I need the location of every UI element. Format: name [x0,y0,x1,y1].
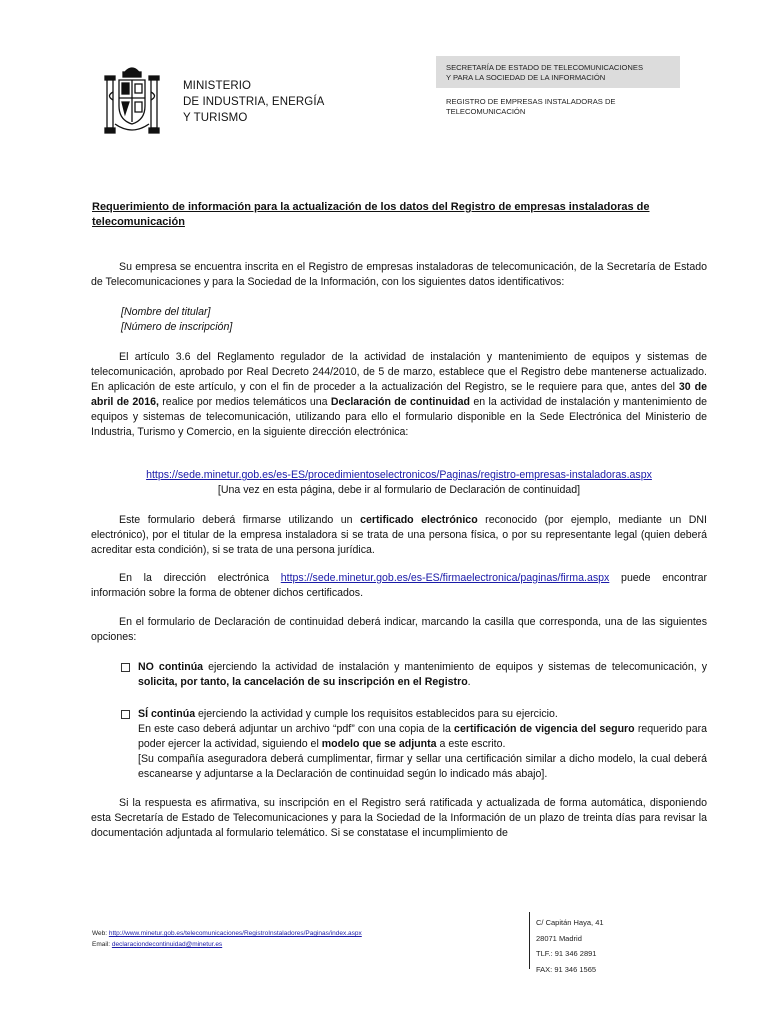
certificate-paragraph: Este formulario deberá firmarse utilizando un certificado electrónico reconocido (por ejemplo, mediante un DNI electrónico), por el titular de la empresa instaladora si se trata de una persona física, o por su representante legal (quien deberá acreditar esta condición), si se trata de una persona jurídica. [91,514,707,556]
affirmative-response-paragraph: Si la respuesta es afirmativa, su inscripción en el Registro será ratificada y actualizada de forma automática, disponiendo esta Secretaría de Estado de Telecomunicaciones y para la Sociedad de la Información de un plazo de treinta días para revisar la documentación adjuntada al formulario telemático. Si se constatase el incumplimiento de [91,797,707,839]
option-no-checkbox [121,663,130,672]
signature-info-link[interactable]: https://sede.minetur.gob.es/es-ES/firmaelectronica/paginas/firma.aspx [280,572,610,584]
secretariat-name: SECRETARÍA DE ESTADO DE TELECOMUNICACIONES Y PARA LA SOCIEDAD DE LA INFORMACIÓN [446,63,644,82]
coat-of-arms-logo [103,62,161,142]
option-si-continua: SÍ continúa ejerciendo la actividad y cumple los requisitos establecidos para su ejercicio. En este caso deberá adjuntar un archivo “pdf” con una copia de la certificación de vigencia del seguro requerido para poder ejercer la actividad, siguiendo el modelo que se adjunta a este escrito. [Su compañía aseguradora deberá cumplimentar, firmar y sellar una certificación similar a dicho modelo, la cual deberá escanearse y adjuntarse a la Declaración de continuidad según lo indicado más abajo]. [121,707,707,782]
registry-form-link[interactable]: https://sede.minetur.gob.es/es-ES/procedimientoselectronicos/Paginas/registro-empresas-instaladoras.aspx [146,469,652,481]
placeholder-holder-name: [Nombre del titular] [121,306,211,318]
footer-divider [529,912,530,969]
option-si-checkbox [121,710,130,719]
footer-address: C/ Capitán Haya, 41 28071 Madrid TLF.: 91 346 2891 FAX: 91 346 1565 [536,918,604,974]
registry-form-note: [Una vez en esta página, debe ir al formulario de Declaración de continuidad] [217,484,581,496]
ministry-name: MINISTERIO DE INDUSTRIA, ENERGÍA Y TURISMO [183,80,325,124]
footer-email-link[interactable]: declaraciondecontinuidad@minetur.es [111,941,223,948]
intro-paragraph: Su empresa se encuentra inscrita en el Registro de empresas instaladoras de telecomunicación, de la Secretaría de Estado de Telecomunicaciones y para la Sociedad de la Información, con los siguientes datos identificativos: [91,261,707,288]
footer-links: Web: http://www.minetur.gob.es/telecomunicaciones/RegistroInstaladores/Paginas/index.aspx Email: declaraciondecontinuidad@minetur.es [92,930,362,948]
option-no-continua: NO continúa ejerciendo la actividad de instalación y mantenimiento de equipos y sistemas de telecomunicación, y solicita, por tanto, la cancelación de su inscripción en el Registro. [121,660,707,690]
options-intro-paragraph: En el formulario de Declaración de continuidad deberá indicar, marcando la casilla que corresponda, una de las siguientes opciones: [91,616,707,643]
registry-name: REGISTRO DE EMPRESAS INSTALADORAS DE TELECOMUNICACIÓN [446,97,616,116]
regulation-paragraph: El artículo 3.6 del Reglamento regulador de la actividad de instalación y mantenimiento de equipos y sistemas de telecomunicación, aprobado por Real Decreto 244/2010, de 5 de marzo, establece que el Registro debe mantenerse actualizado. En aplicación de este artículo, y con el fin de proceder a la actualización del Registro, se le requiere para que, antes del 30 de abril de 2016, realice por medios telemáticos una Declaración de continuidad en la actividad de instalación y mantenimiento de equipos y sistemas de telecomunicación, utilizando para ello el formulario disponible en la Sede Electrónica del Ministerio de Industria, Turismo y Comercio, en la siguiente dirección electrónica: [91,351,708,438]
placeholder-registration-number: [Número de inscripción] [121,321,233,333]
registry-form-link-line [91,468,707,483]
signature-info-paragraph: En la dirección electrónica https://sede.minetur.gob.es/es-ES/firmaelectronica/paginas/firma.aspx puede encontrar información sobre la forma de obtener dichos certificados. [91,572,707,599]
document-title: Requerimiento de información para la actualización de los datos del Registro de empresas instaladoras de telecomunicación [92,201,650,228]
footer-web-link[interactable]: http://www.minetur.gob.es/telecomunicaciones/RegistroInstaladores/Paginas/index.aspx [108,930,362,937]
